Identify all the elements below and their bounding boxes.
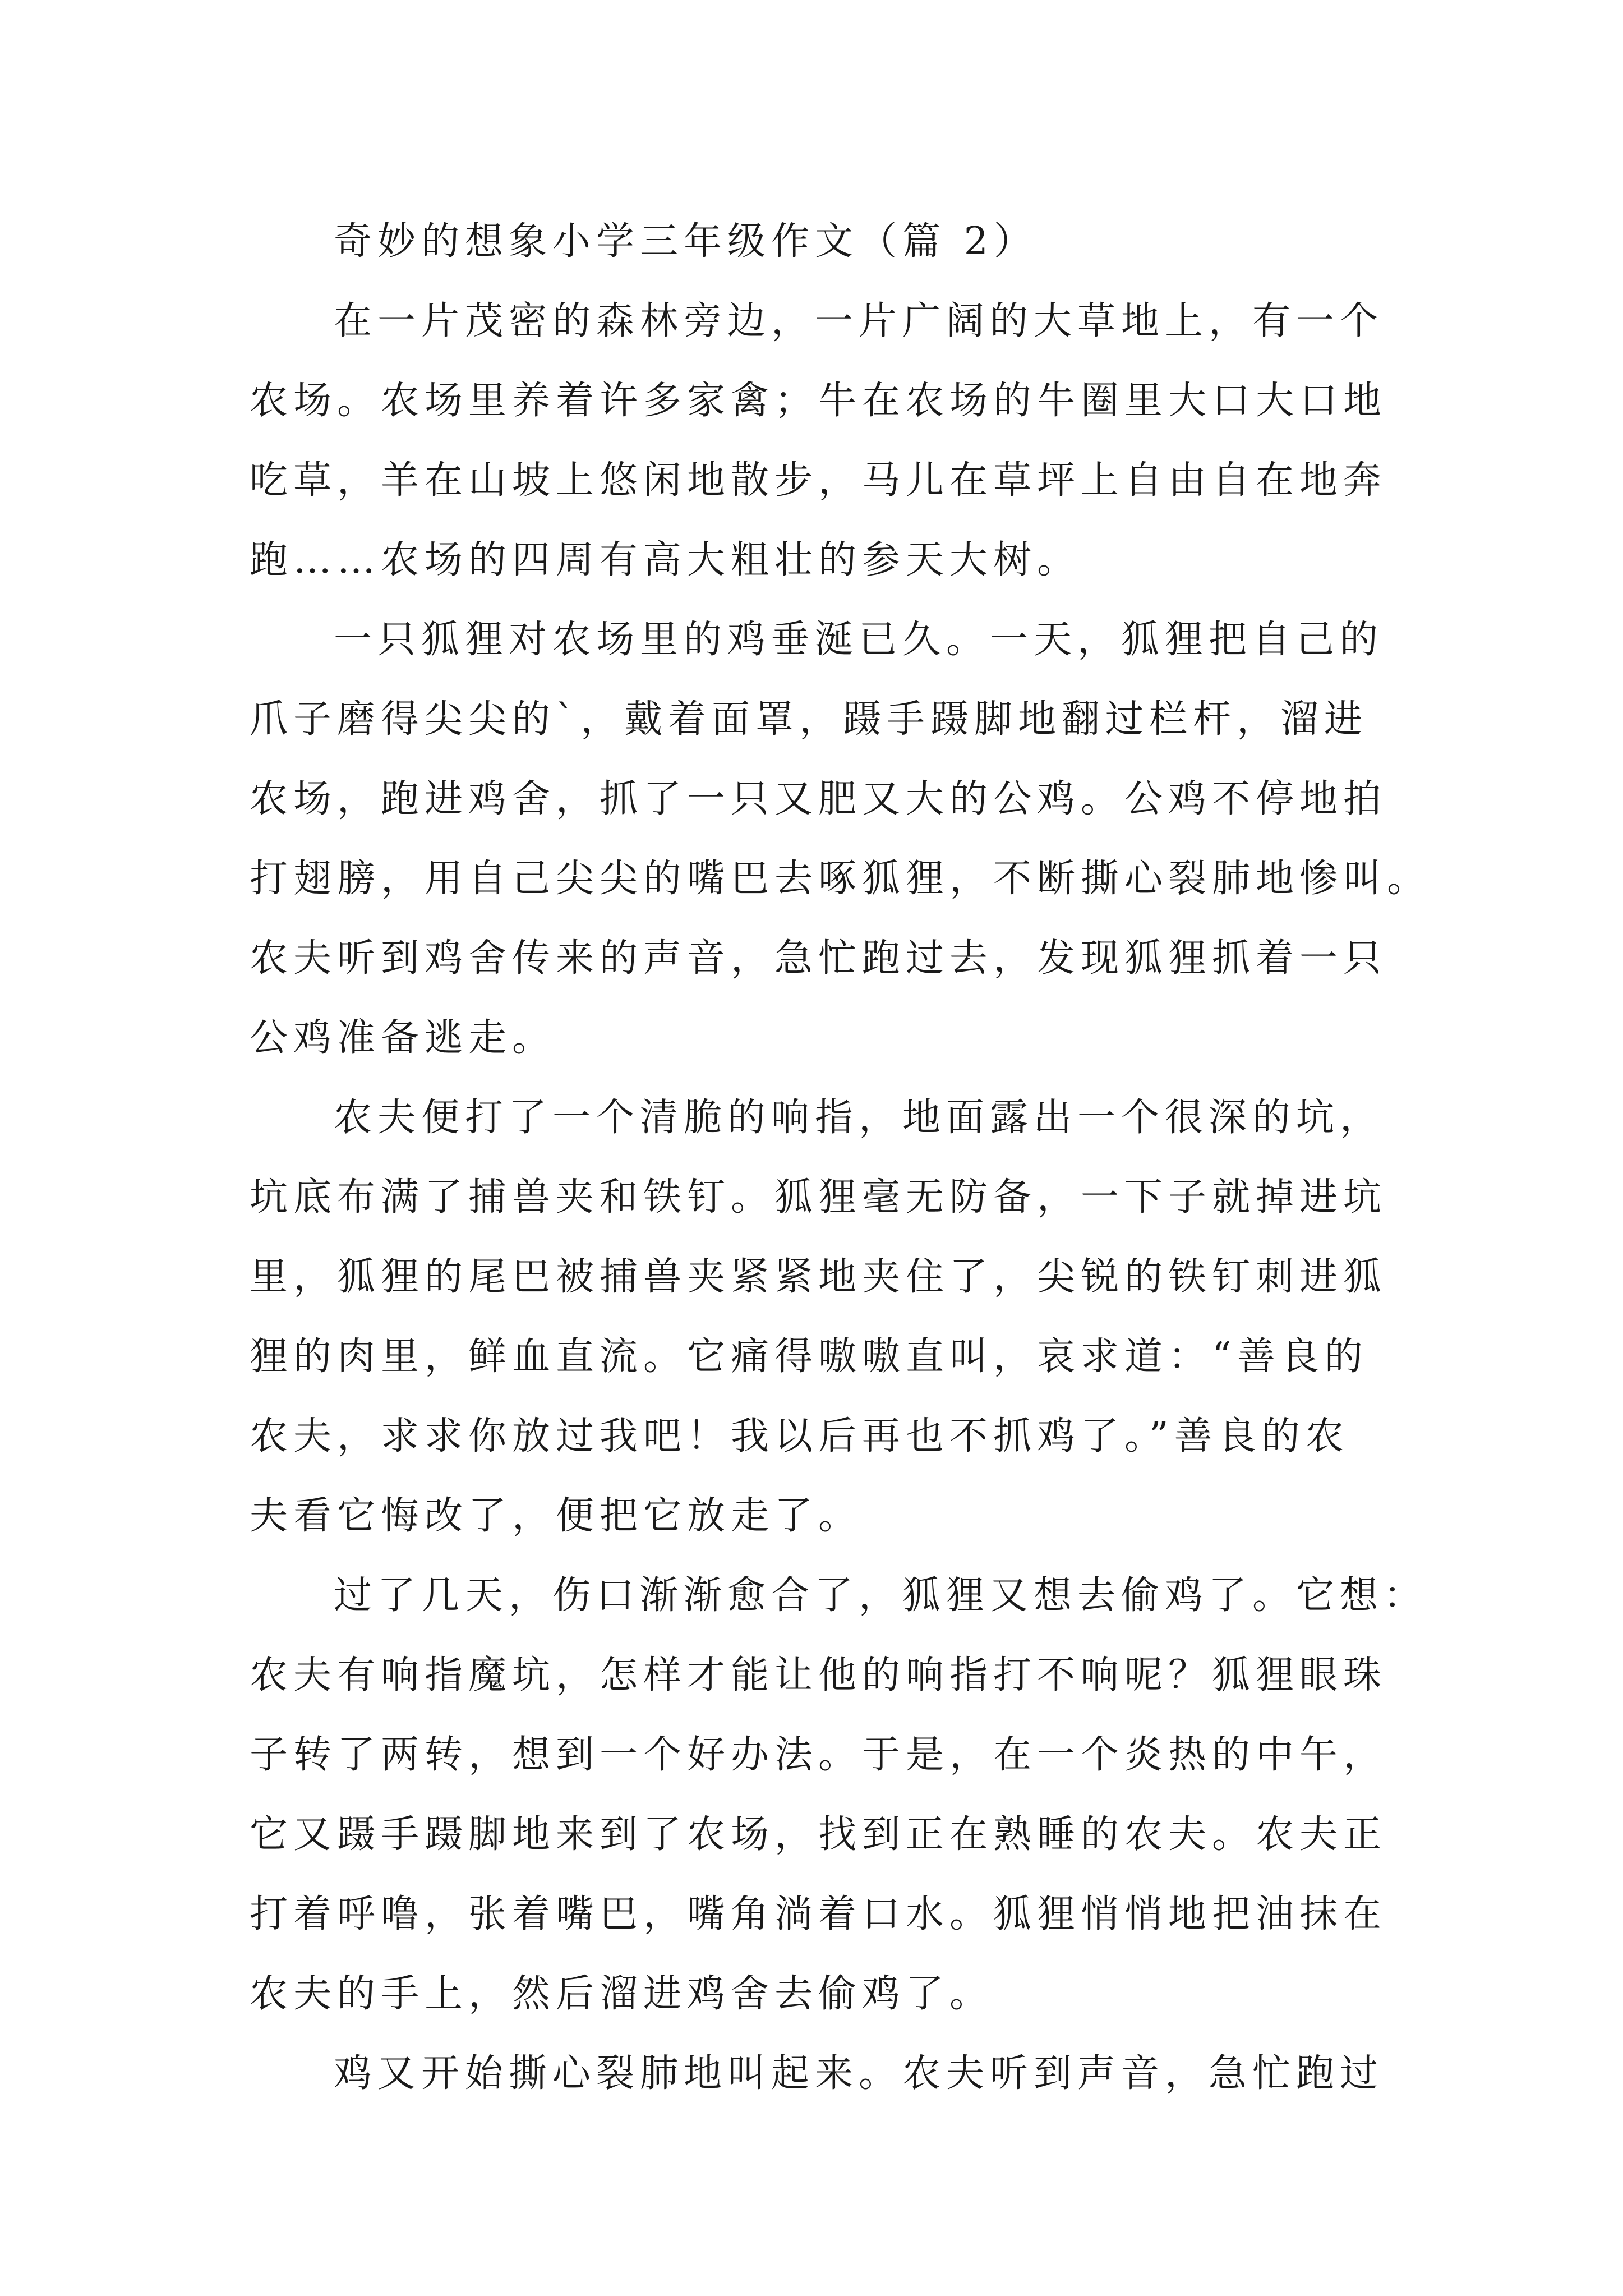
paragraph-line: 农场。农场里养着许多家禽；牛在农场的牛圈里大口大口地 bbox=[250, 379, 1387, 423]
paragraph-line: 农夫便打了一个清脆的响指，地面露出一个很深的坑， bbox=[334, 1096, 1384, 1140]
paragraph-2 bbox=[250, 600, 1431, 1078]
paragraph-line: 夫看它悔改了，便把它放走了。 bbox=[250, 1494, 863, 1538]
paragraph-line: 一只狐狸对农场里的鸡垂涎已久。一天，狐狸把自己的 bbox=[334, 618, 1384, 662]
paragraph-line: 狸的肉里，鲜血直流。它痛得嗷嗷直叫，哀求道：“善良的 bbox=[250, 1335, 1368, 1379]
paragraph-line: 跑……农场的四周有高大粗壮的参天大树。 bbox=[250, 538, 1081, 582]
paragraph-line: 子转了两转，想到一个好办法。于是，在一个炎热的中午， bbox=[250, 1733, 1387, 1777]
paragraph-line: 它又蹑手蹑脚地来到了农场，找到正在熟睡的农夫。农夫正 bbox=[250, 1812, 1387, 1857]
paragraph-line: 公鸡准备逃走。 bbox=[250, 1016, 556, 1060]
paragraph-line: 农夫的手上，然后溜进鸡舍去偷鸡了。 bbox=[250, 1972, 994, 2016]
paragraph-line: 里，狐狸的尾巴被捕兽夹紧紧地夹住了，尖锐的铁钉刺进狐 bbox=[250, 1255, 1387, 1299]
paragraph-line: 农夫有响指魔坑，怎样才能让他的响指打不响呢？狐狸眼珠 bbox=[250, 1653, 1387, 1697]
paragraph-line: 坑底布满了捕兽夹和铁钉。狐狸毫无防备，一下子就掉进坑 bbox=[250, 1175, 1387, 1220]
paragraph-line: 吃草，羊在山坡上悠闲地散步，马儿在草坪上自由自在地奔 bbox=[250, 458, 1387, 503]
document-page bbox=[250, 202, 1431, 2114]
paragraph-line: 农场，跑进鸡舍，抓了一只又肥又大的公鸡。公鸡不停地拍 bbox=[250, 777, 1387, 821]
paragraph-line: 鸡又开始撕心裂肺地叫起来。农夫听到声音，急忙跑过 bbox=[334, 2051, 1384, 2096]
paragraph-line: 农夫听到鸡舍传来的声音，急忙跑过去，发现狐狸抓着一只 bbox=[250, 936, 1387, 981]
paragraph-line: 过了几天，伤口渐渐愈合了，狐狸又想去偷鸡了。它想： bbox=[334, 1573, 1428, 1618]
paragraph-4 bbox=[250, 1556, 1428, 2034]
paragraph-line: 打翅膀，用自己尖尖的嘴巴去啄狐狸，不断撕心裂肺地惨叫。 bbox=[250, 857, 1431, 901]
paragraph-3 bbox=[250, 1078, 1387, 1556]
paragraph-line: 打着呼噜，张着嘴巴，嘴角淌着口水。狐狸悄悄地把油抹在 bbox=[250, 1892, 1387, 1936]
paragraph-1 bbox=[250, 282, 1387, 600]
paragraph-line: 农夫，求求你放过我吧！我以后再也不抓鸡了。”善良的农 bbox=[250, 1414, 1349, 1458]
paragraph-5 bbox=[250, 2034, 1384, 2114]
paragraph-line: 在一片茂密的森林旁边，一片广阔的大草地上，有一个 bbox=[334, 299, 1384, 343]
paragraph-line: 爪子磨得尖尖的`，戴着面罩，蹑手蹑脚地翻过栏杆，溜进 bbox=[250, 697, 1368, 742]
document-title: 奇妙的想象小学三年级作文（篇 2） bbox=[334, 219, 1038, 264]
